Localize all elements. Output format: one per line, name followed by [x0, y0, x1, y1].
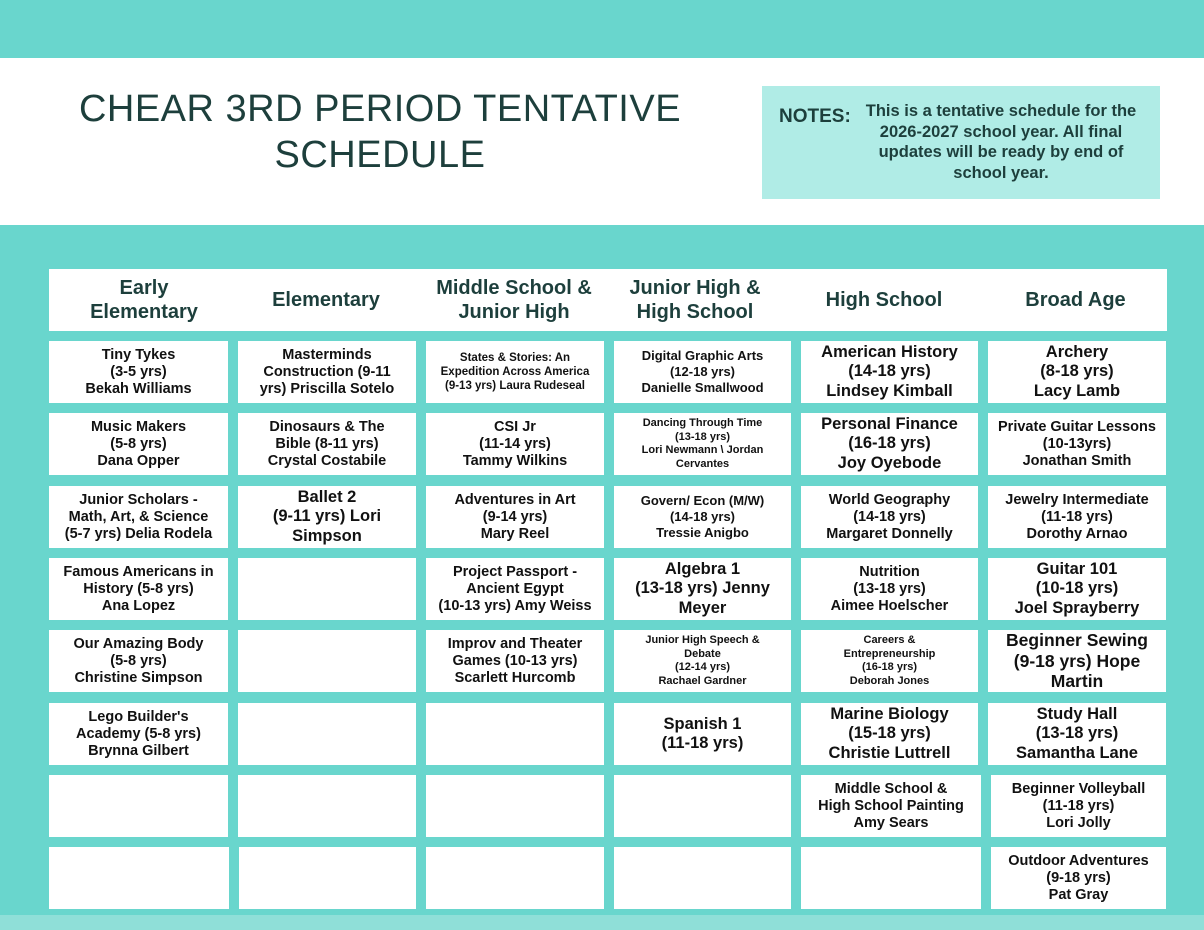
- class-cell: [239, 847, 416, 909]
- class-cell: Study Hall (13-18 yrs) Samantha Lane: [988, 703, 1166, 765]
- class-cell: Jewelry Intermediate (11-18 yrs) Dorothy Arnao: [988, 486, 1166, 548]
- column-header-early-elementary: Early Elementary: [90, 277, 198, 323]
- class-cell: CSI Jr (11-14 yrs) Tammy Wilkins: [426, 413, 604, 475]
- class-cell: American History (14-18 yrs) Lindsey Kimball: [801, 341, 978, 403]
- class-cell: Dinosaurs & The Bible (8-11 yrs) Crystal Costabile: [238, 413, 416, 475]
- column-header-broad-age: Broad Age: [1025, 289, 1126, 311]
- class-cell: Famous Americans in History (5-8 yrs) Ana Lopez: [49, 558, 228, 620]
- column-header-elementary: Elementary: [272, 289, 380, 311]
- class-cell: Spanish 1 (11-18 yrs): [614, 703, 791, 765]
- class-cell: Adventures in Art (9-14 yrs) Mary Reel: [426, 486, 604, 548]
- class-cell: [238, 558, 416, 620]
- class-cell: Improv and Theater Games (10-13 yrs) Scarlett Hurcomb: [426, 630, 604, 692]
- class-cell: Private Guitar Lessons (10-13yrs) Jonathan Smith: [988, 413, 1166, 475]
- class-cell: Govern/ Econ (M/W) (14-18 yrs) Tressie Anigbo: [614, 486, 791, 548]
- class-cell: [614, 847, 791, 909]
- class-cell: Ballet 2 (9-11 yrs) Lori Simpson: [238, 486, 416, 548]
- class-cell: Algebra 1 (13-18 yrs) Jenny Meyer: [614, 558, 791, 620]
- class-cell: Junior High Speech & Debate (12-14 yrs) Rachael Gardner: [614, 630, 791, 692]
- class-cell: [49, 847, 229, 909]
- class-cell: Nutrition (13-18 yrs) Aimee Hoelscher: [801, 558, 978, 620]
- class-cell: Archery (8-18 yrs) Lacy Lamb: [988, 341, 1166, 403]
- column-header-high-school: High School: [825, 289, 943, 311]
- class-cell: Guitar 101 (10-18 yrs) Joel Sprayberry: [988, 558, 1166, 620]
- class-cell: [238, 703, 416, 765]
- class-cell: States & Stories: An Expedition Across America (9-13 yrs) Laura Rudeseal: [426, 341, 604, 403]
- class-cell: Lego Builder's Academy (5-8 yrs) Brynna Gilbert: [49, 703, 228, 765]
- class-cell: Middle School & High School Painting Amy Sears: [801, 775, 981, 837]
- class-cell: Project Passport - Ancient Egypt (10-13 yrs) Amy Weiss: [426, 558, 604, 620]
- class-cell: [426, 847, 604, 909]
- class-cell: Junior Scholars - Math, Art, & Science (5-7 yrs) Delia Rodela: [49, 486, 228, 548]
- class-cell: Beginner Sewing (9-18 yrs) Hope Martin: [988, 630, 1166, 692]
- column-header-bar: [49, 269, 1167, 331]
- notes-text: This is a tentative schedule for the 2026-2027 school year. All final updates will be ready by end of school year.: [865, 102, 1137, 182]
- class-cell: Outdoor Adventures (9-18 yrs) Pat Gray: [991, 847, 1166, 909]
- class-cell: Tiny Tykes (3-5 yrs) Bekah Williams: [49, 341, 228, 403]
- class-cell: Masterminds Construction (9-11 yrs) Priscilla Sotelo: [238, 341, 416, 403]
- class-cell: [614, 775, 791, 837]
- notes-label: NOTES:: [779, 106, 851, 127]
- class-cell: [801, 847, 981, 909]
- column-header-middle-junior: Middle School & Junior High: [436, 277, 592, 323]
- page-title: CHEAR 3RD PERIOD TENTATIVE SCHEDULE: [78, 88, 682, 176]
- class-cell: Marine Biology (15-18 yrs) Christie Luttrell: [801, 703, 978, 765]
- notes-box: [762, 86, 1160, 199]
- class-cell: Careers & Entrepreneurship (16-18 yrs) Deborah Jones: [801, 630, 978, 692]
- class-cell: [426, 775, 604, 837]
- class-cell: Dancing Through Time (13-18 yrs) Lori Newmann \ Jordan Cervantes: [614, 413, 791, 475]
- class-cell: Personal Finance (16-18 yrs) Joy Oyebode: [801, 413, 978, 475]
- class-cell: [238, 775, 416, 837]
- class-cell: World Geography (14-18 yrs) Margaret Donnelly: [801, 486, 978, 548]
- class-cell: Beginner Volleyball (11-18 yrs) Lori Jolly: [991, 775, 1166, 837]
- class-cell: Digital Graphic Arts (12-18 yrs) Danielle Smallwood: [614, 341, 791, 403]
- bottom-strip: [0, 915, 1204, 930]
- class-cell: [426, 703, 604, 765]
- class-cell: Music Makers (5-8 yrs) Dana Opper: [49, 413, 228, 475]
- class-cell: [238, 630, 416, 692]
- class-cell: [49, 775, 228, 837]
- column-header-junior-high: Junior High & High School: [629, 277, 761, 323]
- class-cell: Our Amazing Body (5-8 yrs) Christine Simpson: [49, 630, 228, 692]
